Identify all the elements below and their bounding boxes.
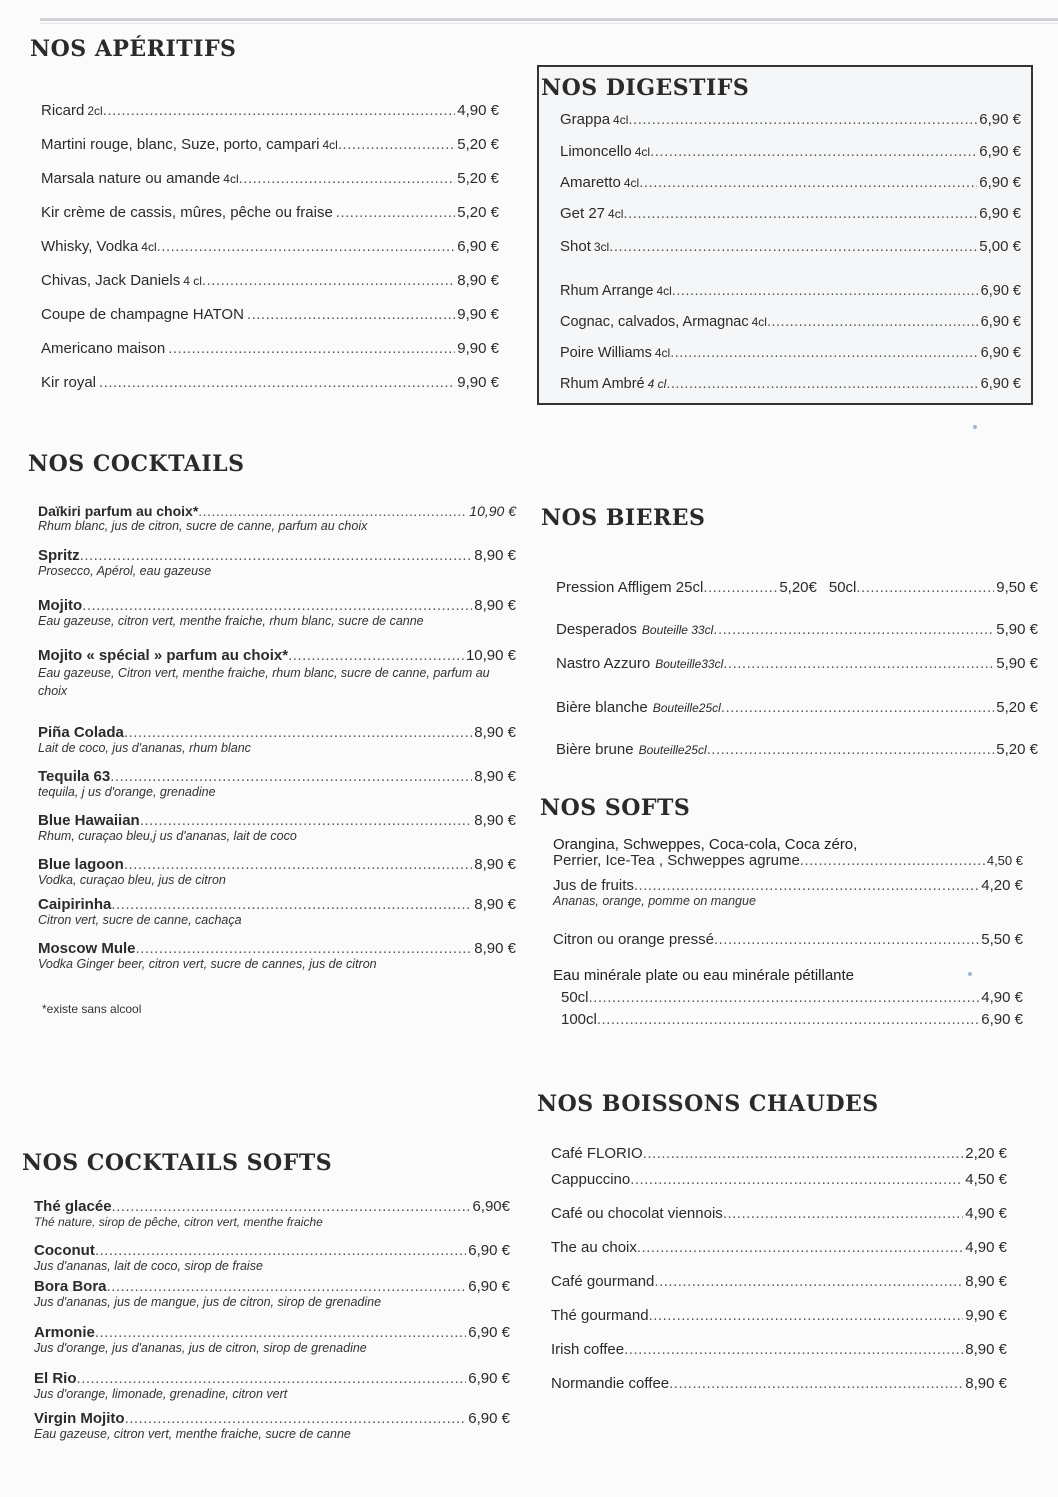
- biere-item: Bière brune Bouteille25cl ..... 5,20 €: [556, 741, 1038, 775]
- cocktails-footnote: *existe sans alcool: [42, 1002, 142, 1016]
- aperitif-item: Martini rouge, blanc, Suze, porto, campari 4cl ..... 5,20 €: [41, 136, 499, 170]
- aperitif-item: Marsala nature ou amande 4cl ..... 5,20 €: [41, 170, 499, 204]
- cocktail-item: Daïkiri parfum au choix* ..... 10,90 € Rhum blanc, jus de citron, sucre de canne, parfum au choix: [38, 503, 516, 534]
- aperitif-item: Whisky, Vodka 4cl ..... 6,90 €: [41, 238, 499, 272]
- cocktails-title: NOS COCKTAILS: [28, 451, 245, 477]
- boissons-chaudes-section: [537, 1091, 1017, 1409]
- top-rule: [40, 18, 1058, 21]
- cocktail-soft-item: Virgin Mojito ..... 6,90 € Eau gazeuse, citron vert, menthe fraiche, sucre de canne: [34, 1410, 510, 1442]
- digestif-item: Limoncello 4cl ..... 6,90 €: [560, 143, 1021, 174]
- soft-item: Orangina, Schweppes, Coca-cola, Coca zéro, Perrier, Ice-Tea , Schweppes agrume ..... 4,50 €: [553, 837, 1023, 869]
- cocktail-item: Mojito « spécial » parfum au choix* ..... 10,90 € Eau gazeuse, Citron vert, menthe fraiche, rhum blanc, sucre de canne, parfum au choix: [38, 647, 516, 700]
- top-rule-thin: [40, 23, 1058, 24]
- cocktail-soft-item: Armonie ..... 6,90 € Jus d'orange, jus d'ananas, jus de citron, sirop de grenadine: [34, 1324, 510, 1356]
- digestif-item: Shot 3cl ..... 5,00 €: [560, 238, 1021, 283]
- cocktail-item: Mojito ..... 8,90 € Eau gazeuse, citron vert, menthe fraiche, rhum blanc, sucre de canne: [38, 597, 516, 629]
- cocktail-item: Piña Colada ..... 8,90 € Lait de coco, jus d'ananas, rhum blanc: [38, 724, 516, 756]
- cocktail-item: Tequila 63 ..... 8,90 € tequila, j us d'orange, grenadine: [38, 768, 516, 800]
- cocktail-item: Spritz ..... 8,90 € Prosecco, Apérol, eau gazeuse: [38, 547, 516, 579]
- digestif-item: Cognac, calvados, Armagnac 4cl ..... 6,90 €: [560, 314, 1021, 345]
- decorative-dot: [968, 972, 972, 976]
- digestif-item: Rhum Ambré 4 cl ..... 6,90 €: [560, 376, 1021, 407]
- aperitifs-title: NOS APÉRITIFS: [30, 36, 237, 62]
- aperitif-item: Chivas, Jack Daniels 4 cl ..... 8,90 €: [41, 272, 499, 306]
- chaude-item: Thé gourmand ..... 9,90 €: [551, 1307, 1007, 1341]
- cocktail-soft-item: Thé glacée ..... 6,90€ Thé nature, sirop de pêche, citron vert, menthe fraiche: [34, 1198, 510, 1230]
- cocktails-section: [28, 451, 518, 1016]
- chaude-item: Cappuccino ..... 4,50 €: [551, 1171, 1007, 1205]
- biere-item: Nastro Azzuro Bouteille33cl ..... 5,90 €: [556, 655, 1038, 699]
- biere-pression: Pression Affligem 25cl ..... 5,20€ 50cl ..... 9,50 €: [556, 579, 1038, 621]
- aperitif-item: Ricard 2cl ..... 4,90 €: [41, 102, 499, 136]
- chaude-item: The au choix ..... 4,90 €: [551, 1239, 1007, 1273]
- chaude-item: Café ou chocolat viennois ..... 4,90 €: [551, 1205, 1007, 1239]
- eau-minerale: Eau minérale plate ou eau minérale pétillante 50cl ..... 4,90 € 100cl ..... 6,90 €: [553, 965, 1023, 1031]
- chaude-item: Irish coffee ..... 8,90 €: [551, 1341, 1007, 1375]
- digestif-item: Grappa 4cl ..... 6,90 €: [560, 111, 1021, 143]
- cocktails-softs-section: [22, 1150, 512, 1442]
- cocktail-item: Blue Hawaiian ..... 8,90 € Rhum, curaçao bleu,j us d'ananas, lait de coco: [38, 812, 516, 844]
- softs-title: NOS SOFTS: [540, 795, 691, 821]
- eau-size: 100cl ..... 6,90 €: [553, 1009, 1023, 1031]
- biere-item: Desperados Bouteille 33cl ..... 5,90 €: [556, 621, 1038, 655]
- aperitif-item: Kir royal ..... 9,90 €: [41, 374, 499, 408]
- decorative-dot: [973, 425, 977, 429]
- aperitif-item: Coupe de champagne HATON ..... 9,90 €: [41, 306, 499, 340]
- chaude-item: Normandie coffee ..... 8,90 €: [551, 1375, 1007, 1409]
- bieres-section: [541, 505, 1041, 775]
- boissons-chaudes-title: NOS BOISSONS CHAUDES: [537, 1091, 879, 1117]
- soft-item: Citron ou orange pressé ..... 5,50 €: [553, 931, 1023, 965]
- cocktail-item: Caipirinha ..... 8,90 € Citron vert, sucre de canne, cachaça: [38, 896, 516, 928]
- chaude-item: Café FLORIO ..... 2,20 €: [551, 1145, 1007, 1171]
- cocktail-soft-item: El Rio ..... 6,90 € Jus d'orange, limonade, grenadine, citron vert: [34, 1370, 510, 1402]
- cocktail-soft-item: Coconut ..... 6,90 € Jus d'ananas, lait de coco, sirop de fraise: [34, 1242, 510, 1274]
- digestif-item: Poire Williams 4cl ..... 6,90 €: [560, 345, 1021, 376]
- aperitifs-section: [30, 36, 500, 408]
- eau-size: 50cl ..... 4,90 €: [553, 987, 1023, 1009]
- cocktail-item: Blue lagoon ..... 8,90 € Vodka, curaçao bleu, jus de citron: [38, 856, 516, 888]
- bieres-title: NOS BIERES: [541, 505, 706, 531]
- biere-item: Bière blanche Bouteille25cl ..... 5,20 €: [556, 699, 1038, 741]
- aperitif-item: Kir crème de cassis, mûres, pêche ou fraise ..... 5,20 €: [41, 204, 499, 238]
- digestif-item: Get 27 4cl ..... 6,90 €: [560, 205, 1021, 238]
- digestifs-title: NOS DIGESTIFS: [541, 75, 750, 101]
- digestif-item: Amaretto 4cl ..... 6,90 €: [560, 174, 1021, 205]
- cocktails-softs-title: NOS COCKTAILS SOFTS: [22, 1150, 333, 1176]
- soft-item: Jus de fruits ..... 4,20 € Ananas, orange, pomme on mangue: [553, 877, 1023, 909]
- cocktail-soft-item: Bora Bora ..... 6,90 € Jus d'ananas, jus de mangue, jus de citron, sirop de grenadine: [34, 1278, 510, 1310]
- aperitif-item: Americano maison ..... 9,90 €: [41, 340, 499, 374]
- cocktail-item: Moscow Mule ..... 8,90 € Vodka Ginger beer, citron vert, sucre de cannes, jus de citron: [38, 940, 516, 972]
- softs-section: [540, 795, 1024, 1031]
- digestifs-section: [537, 65, 1033, 405]
- chaude-item: Café gourmand ..... 8,90 €: [551, 1273, 1007, 1307]
- digestif-item: Rhum Arrange 4cl ..... 6,90 €: [560, 283, 1021, 314]
